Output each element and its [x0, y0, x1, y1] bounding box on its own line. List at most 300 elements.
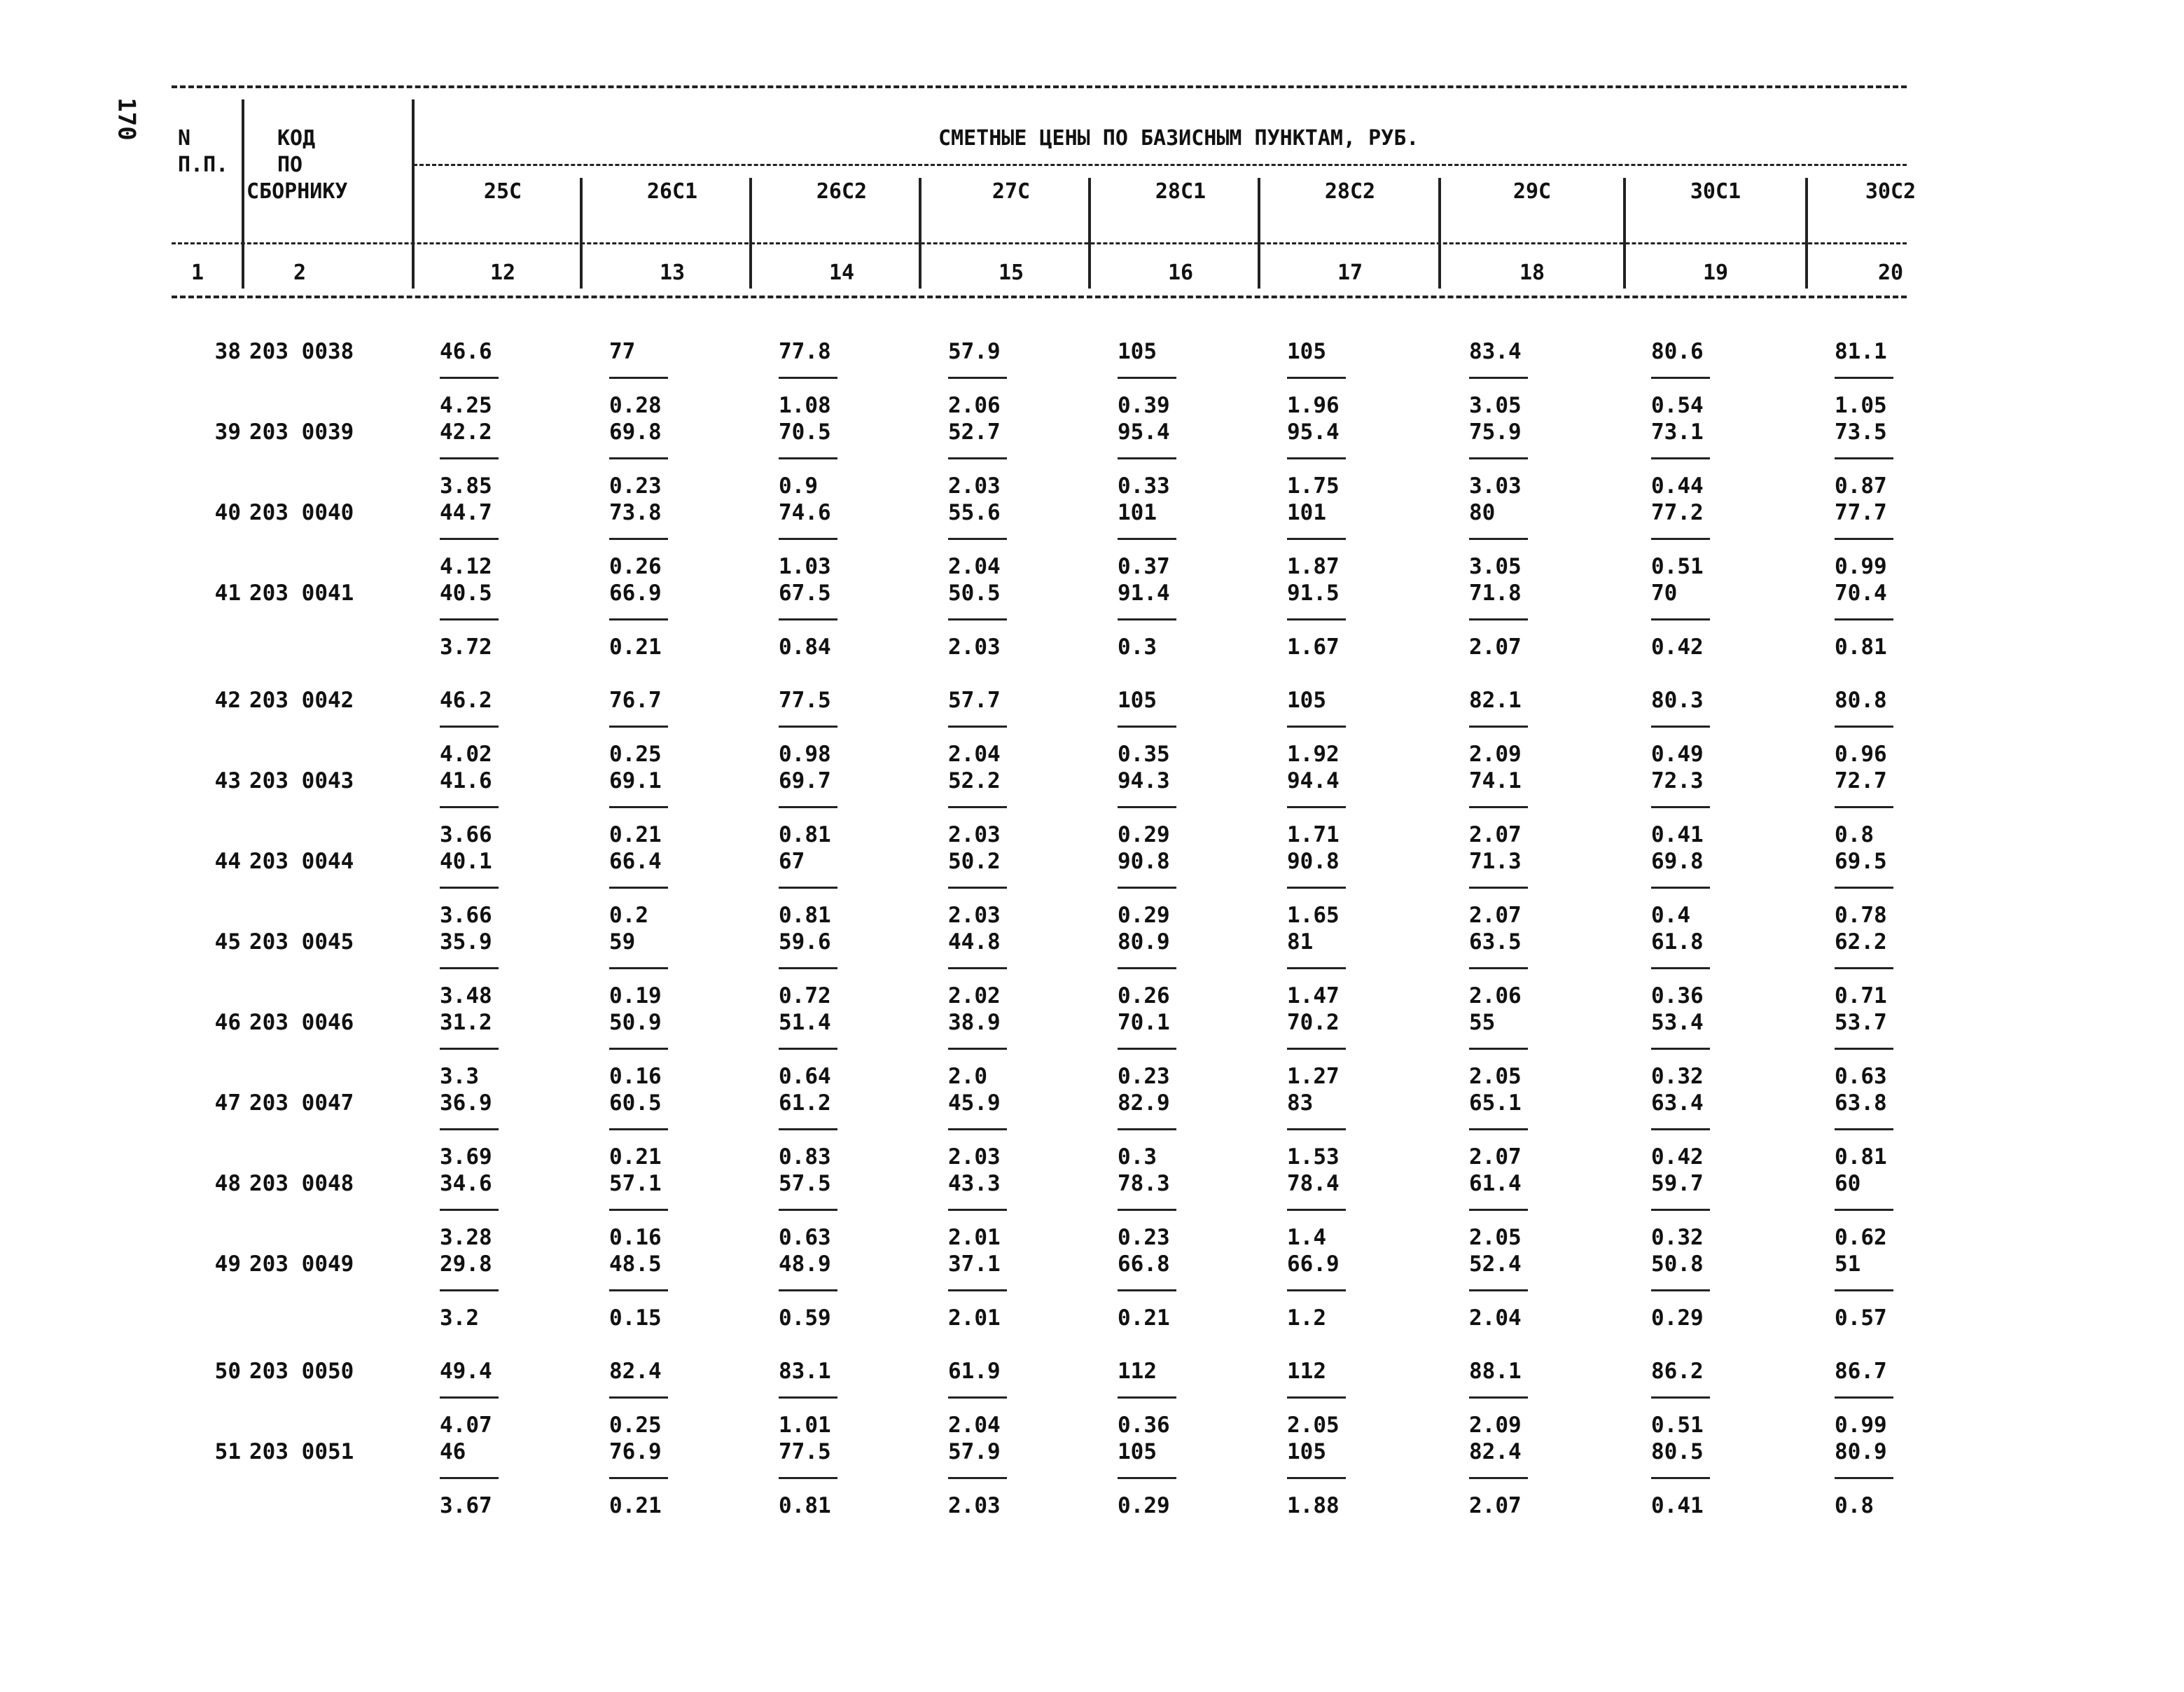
fraction-bar [1651, 1128, 1710, 1130]
fraction-bar [609, 457, 668, 459]
header-bottom-rule [172, 296, 1907, 298]
price-subvalue: 0.35 [1118, 742, 1170, 767]
price-subvalue: 0.33 [1118, 473, 1170, 499]
fraction-bar [1118, 457, 1176, 459]
fraction-bar [1835, 726, 1893, 728]
fraction-bar [1287, 887, 1346, 889]
price-value: 57.9 [948, 339, 1001, 364]
fraction-bar [609, 1209, 668, 1211]
fraction-bar [1287, 726, 1346, 728]
header-column-number: 13 [659, 261, 686, 285]
price-value: 66.9 [609, 581, 662, 606]
price-value: 88.1 [1469, 1359, 1522, 1384]
price-subvalue: 0.36 [1651, 983, 1704, 1008]
fraction-bar [1469, 726, 1528, 728]
fraction-bar [1835, 1289, 1893, 1291]
header-n: N [178, 126, 191, 151]
fraction-bar [609, 1396, 668, 1399]
price-subvalue: 2.07 [1469, 634, 1522, 660]
price-value: 53.7 [1835, 1010, 1887, 1035]
fraction-bar [1651, 1289, 1710, 1291]
price-value: 91.4 [1118, 581, 1170, 606]
fraction-bar [1651, 1209, 1710, 1211]
row-code: 203 0041 [249, 581, 354, 606]
fraction-bar [1118, 538, 1176, 540]
fraction-bar [1835, 1477, 1893, 1479]
fraction-bar [779, 1477, 837, 1479]
price-value: 90.8 [1118, 849, 1170, 874]
price-value: 63.8 [1835, 1090, 1887, 1116]
price-subvalue: 0.81 [779, 903, 831, 928]
fraction-bar [1118, 1209, 1176, 1211]
price-subvalue: 1.47 [1287, 983, 1340, 1008]
header-num-rule [172, 242, 1907, 244]
fraction-bar [1118, 1289, 1176, 1291]
price-subvalue: 0.39 [1118, 393, 1170, 418]
price-value: 69.8 [609, 419, 662, 445]
fraction-bar [609, 538, 668, 540]
price-value: 61.8 [1651, 929, 1704, 955]
header-point-code: 26С1 [646, 179, 698, 204]
price-subvalue: 0.29 [1118, 822, 1170, 847]
price-value: 74.6 [779, 500, 831, 525]
price-value: 80 [1469, 500, 1496, 525]
header-separator [919, 178, 921, 289]
price-subvalue: 0.54 [1651, 393, 1704, 418]
price-value: 37.1 [948, 1251, 1001, 1277]
price-value: 46.2 [440, 688, 492, 713]
fraction-bar [1651, 377, 1710, 379]
price-subvalue: 3.05 [1469, 554, 1522, 579]
fraction-bar [1469, 806, 1528, 808]
fraction-bar [948, 618, 1007, 620]
price-value: 55.6 [948, 500, 1001, 525]
fraction-bar [1469, 457, 1528, 459]
price-subvalue: 2.04 [1469, 1305, 1522, 1331]
header-separator [412, 99, 415, 289]
fraction-bar [609, 1048, 668, 1050]
row-code: 203 0048 [249, 1171, 354, 1196]
price-subvalue: 4.02 [440, 742, 492, 767]
price-value: 83.4 [1469, 339, 1522, 364]
row-code: 203 0044 [249, 849, 354, 874]
price-subvalue: 0.2 [609, 903, 648, 928]
price-subvalue: 0.81 [779, 822, 831, 847]
header-code-sub1: ПО [277, 153, 303, 177]
row-code: 203 0042 [249, 688, 354, 713]
price-subvalue: 0.25 [609, 742, 662, 767]
price-value: 50.2 [948, 849, 1001, 874]
price-value: 40.1 [440, 849, 492, 874]
price-value: 95.4 [1118, 419, 1170, 445]
price-value: 70.2 [1287, 1010, 1340, 1035]
price-subvalue: 3.67 [440, 1493, 492, 1518]
price-value: 76.9 [609, 1439, 662, 1464]
price-value: 63.4 [1651, 1090, 1704, 1116]
row-number: 40 [214, 500, 241, 525]
fraction-bar [1469, 967, 1528, 969]
price-value: 65.1 [1469, 1090, 1522, 1116]
price-value: 90.8 [1287, 849, 1340, 874]
price-value: 50.5 [948, 581, 1001, 606]
price-value: 55 [1469, 1010, 1496, 1035]
price-subvalue: 4.25 [440, 393, 492, 418]
price-value: 80.5 [1651, 1439, 1704, 1464]
fraction-bar [779, 377, 837, 379]
row-code: 203 0049 [249, 1251, 354, 1277]
price-value: 49.4 [440, 1359, 492, 1384]
price-value: 45.9 [948, 1090, 1001, 1116]
row-number: 38 [214, 339, 241, 364]
fraction-bar [948, 377, 1007, 379]
fraction-bar [1651, 618, 1710, 620]
price-subvalue: 0.21 [609, 1144, 662, 1170]
header-separator [1623, 178, 1626, 289]
price-value: 57.5 [779, 1171, 831, 1196]
price-value: 76.7 [609, 688, 662, 713]
fraction-bar [440, 538, 499, 540]
fraction-bar [1835, 457, 1893, 459]
price-subvalue: 0.8 [1835, 1493, 1874, 1518]
price-subvalue: 1.65 [1287, 903, 1340, 928]
price-value: 77.8 [779, 339, 831, 364]
fraction-bar [609, 967, 668, 969]
price-value: 67.5 [779, 581, 831, 606]
price-subvalue: 0.63 [779, 1225, 831, 1250]
header-point-code: 26С2 [816, 179, 868, 204]
fraction-bar [948, 726, 1007, 728]
price-value: 70.5 [779, 419, 831, 445]
price-subvalue: 4.12 [440, 554, 492, 579]
header-separator [580, 178, 583, 289]
price-value: 72.7 [1835, 768, 1887, 793]
fraction-bar [1651, 887, 1710, 889]
fraction-bar [1469, 538, 1528, 540]
price-subvalue: 0.25 [609, 1413, 662, 1438]
fraction-bar [1118, 618, 1176, 620]
price-subvalue: 2.07 [1469, 1144, 1522, 1170]
price-value: 57.7 [948, 688, 1001, 713]
row-code: 203 0043 [249, 768, 354, 793]
price-subvalue: 0.78 [1835, 903, 1887, 928]
price-subvalue: 0.44 [1651, 473, 1704, 499]
price-subvalue: 3.05 [1469, 393, 1522, 418]
price-subvalue: 0.64 [779, 1064, 831, 1089]
price-value: 69.8 [1651, 849, 1704, 874]
price-subvalue: 0.81 [1835, 634, 1887, 660]
fraction-bar [779, 967, 837, 969]
price-subvalue: 2.01 [948, 1305, 1001, 1331]
price-value: 101 [1118, 500, 1157, 525]
header-code-sub2: СБОРНИКУ [246, 179, 348, 204]
price-value: 60.5 [609, 1090, 662, 1116]
price-value: 70 [1651, 581, 1678, 606]
price-subvalue: 0.26 [609, 554, 662, 579]
price-subvalue: 3.03 [1469, 473, 1522, 499]
price-subvalue: 2.06 [1469, 983, 1522, 1008]
row-number: 46 [214, 1010, 241, 1035]
price-value: 50.8 [1651, 1251, 1704, 1277]
price-value: 40.5 [440, 581, 492, 606]
fraction-bar [779, 1128, 837, 1130]
row-code: 203 0038 [249, 339, 354, 364]
price-value: 105 [1118, 688, 1157, 713]
price-subvalue: 0.28 [609, 393, 662, 418]
price-value: 80.9 [1835, 1439, 1887, 1464]
price-subvalue: 0.21 [609, 634, 662, 660]
price-subvalue: 2.03 [948, 1144, 1001, 1170]
header-column-number: 2 [293, 261, 307, 285]
price-value: 73.1 [1651, 419, 1704, 445]
fraction-bar [440, 806, 499, 808]
fraction-bar [1118, 1128, 1176, 1130]
price-subvalue: 1.08 [779, 393, 831, 418]
row-code: 203 0051 [249, 1439, 354, 1464]
price-value: 57.1 [609, 1171, 662, 1196]
price-value: 48.9 [779, 1251, 831, 1277]
fraction-bar [1287, 1128, 1346, 1130]
price-subvalue: 1.01 [779, 1413, 831, 1438]
price-value: 38.9 [948, 1010, 1001, 1035]
price-value: 66.4 [609, 849, 662, 874]
price-value: 81.1 [1835, 339, 1887, 364]
price-value: 91.5 [1287, 581, 1340, 606]
price-value: 78.3 [1118, 1171, 1170, 1196]
price-value: 48.5 [609, 1251, 662, 1277]
header-separator [242, 99, 244, 289]
price-value: 80.3 [1651, 688, 1704, 713]
fraction-bar [609, 618, 668, 620]
price-value: 94.4 [1287, 768, 1340, 793]
fraction-bar [1287, 618, 1346, 620]
price-value: 105 [1287, 1439, 1326, 1464]
row-number: 47 [214, 1090, 241, 1116]
price-value: 82.1 [1469, 688, 1522, 713]
price-subvalue: 2.09 [1469, 1413, 1522, 1438]
price-subvalue: 0.21 [609, 822, 662, 847]
price-subvalue: 3.66 [440, 822, 492, 847]
fraction-bar [1287, 1209, 1346, 1211]
fraction-bar [1469, 1128, 1528, 1130]
price-value: 44.8 [948, 929, 1001, 955]
header-column-number: 17 [1337, 261, 1363, 285]
fraction-bar [1287, 538, 1346, 540]
fraction-bar [1469, 377, 1528, 379]
fraction-bar [948, 967, 1007, 969]
price-value: 83.1 [779, 1359, 831, 1384]
header-point-code: 29С [1512, 179, 1552, 204]
row-number: 41 [214, 581, 241, 606]
price-value: 61.9 [948, 1359, 1001, 1384]
fraction-bar [440, 377, 499, 379]
price-value: 82.4 [609, 1359, 662, 1384]
price-subvalue: 0.87 [1835, 473, 1887, 499]
price-subvalue: 0.21 [609, 1493, 662, 1518]
price-subvalue: 0.51 [1651, 554, 1704, 579]
fraction-bar [1118, 377, 1176, 379]
price-value: 41.6 [440, 768, 492, 793]
fraction-bar [1835, 887, 1893, 889]
price-subvalue: 1.4 [1287, 1225, 1326, 1250]
fraction-bar [1287, 457, 1346, 459]
fraction-bar [1835, 377, 1893, 379]
price-subvalue: 2.07 [1469, 1493, 1522, 1518]
price-subvalue: 0.42 [1651, 634, 1704, 660]
header-point-code: 30С2 [1865, 179, 1917, 204]
fraction-bar [440, 1048, 499, 1050]
price-subvalue: 0.99 [1835, 1413, 1887, 1438]
price-subvalue: 0.59 [779, 1305, 831, 1331]
price-subvalue: 3.28 [440, 1225, 492, 1250]
row-code: 203 0046 [249, 1010, 354, 1035]
fraction-bar [1287, 806, 1346, 808]
row-code: 203 0045 [249, 929, 354, 955]
header-column-number: 20 [1877, 261, 1904, 285]
price-value: 36.9 [440, 1090, 492, 1116]
price-subvalue: 0.81 [1835, 1144, 1887, 1170]
price-subvalue: 0.3 [1118, 1144, 1157, 1170]
fraction-bar [440, 967, 499, 969]
header-separator [1258, 178, 1260, 289]
fraction-bar [1469, 1209, 1528, 1211]
fraction-bar [1118, 1048, 1176, 1050]
price-value: 31.2 [440, 1010, 492, 1035]
price-value: 105 [1287, 339, 1326, 364]
price-subvalue: 2.03 [948, 822, 1001, 847]
price-subvalue: 2.06 [948, 393, 1001, 418]
fraction-bar [948, 806, 1007, 808]
price-subvalue: 0.8 [1835, 822, 1874, 847]
fraction-bar [948, 538, 1007, 540]
fraction-bar [609, 726, 668, 728]
fraction-bar [1835, 538, 1893, 540]
price-subvalue: 0.26 [1118, 983, 1170, 1008]
fraction-bar [779, 1396, 837, 1399]
price-value: 105 [1118, 1439, 1157, 1464]
price-subvalue: 0.41 [1651, 822, 1704, 847]
header-point-code: 27С [992, 179, 1031, 204]
fraction-bar [1118, 887, 1176, 889]
fraction-bar [948, 1289, 1007, 1291]
price-value: 42.2 [440, 419, 492, 445]
fraction-bar [1469, 887, 1528, 889]
price-subvalue: 0.9 [779, 473, 818, 499]
price-subvalue: 2.01 [948, 1225, 1001, 1250]
price-subvalue: 0.84 [779, 634, 831, 660]
fraction-bar [440, 887, 499, 889]
fraction-bar [1835, 618, 1893, 620]
price-subvalue: 0.15 [609, 1305, 662, 1331]
fraction-bar [779, 538, 837, 540]
price-value: 80.8 [1835, 688, 1887, 713]
price-value: 112 [1118, 1359, 1157, 1384]
row-code: 203 0050 [249, 1359, 354, 1384]
price-value: 66.9 [1287, 1251, 1340, 1277]
fraction-bar [440, 726, 499, 728]
fraction-bar [1835, 1128, 1893, 1130]
header-column-number: 18 [1519, 261, 1545, 285]
fraction-bar [1118, 726, 1176, 728]
price-value: 86.2 [1651, 1359, 1704, 1384]
price-subvalue: 3.72 [440, 634, 492, 660]
fraction-bar [1835, 1048, 1893, 1050]
price-subvalue: 0.83 [779, 1144, 831, 1170]
price-value: 59 [609, 929, 636, 955]
price-value: 51 [1835, 1251, 1861, 1277]
price-value: 43.3 [948, 1171, 1001, 1196]
fraction-bar [1287, 1477, 1346, 1479]
price-subvalue: 0.99 [1835, 554, 1887, 579]
fraction-bar [1835, 806, 1893, 808]
fraction-bar [1835, 1209, 1893, 1211]
fraction-bar [1651, 806, 1710, 808]
price-value: 78.4 [1287, 1171, 1340, 1196]
price-subvalue: 1.05 [1835, 393, 1887, 418]
fraction-bar [1287, 967, 1346, 969]
fraction-bar [609, 1128, 668, 1130]
price-subvalue: 0.81 [779, 1493, 831, 1518]
header-separator [1088, 178, 1091, 289]
price-value: 94.3 [1118, 768, 1170, 793]
row-code: 203 0040 [249, 500, 354, 525]
row-number: 44 [214, 849, 241, 874]
price-subvalue: 0.3 [1118, 634, 1157, 660]
price-value: 82.9 [1118, 1090, 1170, 1116]
price-subvalue: 2.03 [948, 473, 1001, 499]
price-value: 83 [1287, 1090, 1314, 1116]
fraction-bar [1651, 538, 1710, 540]
price-value: 77.7 [1835, 500, 1887, 525]
fraction-bar [948, 887, 1007, 889]
price-value: 60 [1835, 1171, 1861, 1196]
price-subvalue: 2.09 [1469, 742, 1522, 767]
fraction-bar [1651, 1396, 1710, 1399]
fraction-bar [1835, 967, 1893, 969]
fraction-bar [1118, 967, 1176, 969]
header-top-rule [172, 85, 1907, 88]
price-subvalue: 3.48 [440, 983, 492, 1008]
fraction-bar [440, 1289, 499, 1291]
fraction-bar [1651, 726, 1710, 728]
price-subvalue: 1.87 [1287, 554, 1340, 579]
price-subvalue: 0.29 [1118, 1493, 1170, 1518]
fraction-bar [440, 457, 499, 459]
fraction-bar [1287, 1396, 1346, 1399]
price-subvalue: 2.03 [948, 634, 1001, 660]
fraction-bar [1287, 1289, 1346, 1291]
row-number: 50 [214, 1359, 241, 1384]
fraction-bar [609, 806, 668, 808]
price-subvalue: 0.23 [1118, 1225, 1170, 1250]
price-value: 50.9 [609, 1010, 662, 1035]
price-subvalue: 0.4 [1651, 903, 1690, 928]
fraction-bar [1469, 1396, 1528, 1399]
price-subvalue: 2.05 [1469, 1064, 1522, 1089]
fraction-bar [440, 1128, 499, 1130]
fraction-bar [440, 618, 499, 620]
price-value: 80.9 [1118, 929, 1170, 955]
price-subvalue: 0.23 [609, 473, 662, 499]
price-subvalue: 1.92 [1287, 742, 1340, 767]
price-subvalue: 4.07 [440, 1413, 492, 1438]
price-value: 61.4 [1469, 1171, 1522, 1196]
fraction-bar [779, 806, 837, 808]
price-value: 69.1 [609, 768, 662, 793]
header-separator [1805, 178, 1808, 289]
price-subvalue: 0.62 [1835, 1225, 1887, 1250]
price-value: 59.6 [779, 929, 831, 955]
price-subvalue: 3.66 [440, 903, 492, 928]
